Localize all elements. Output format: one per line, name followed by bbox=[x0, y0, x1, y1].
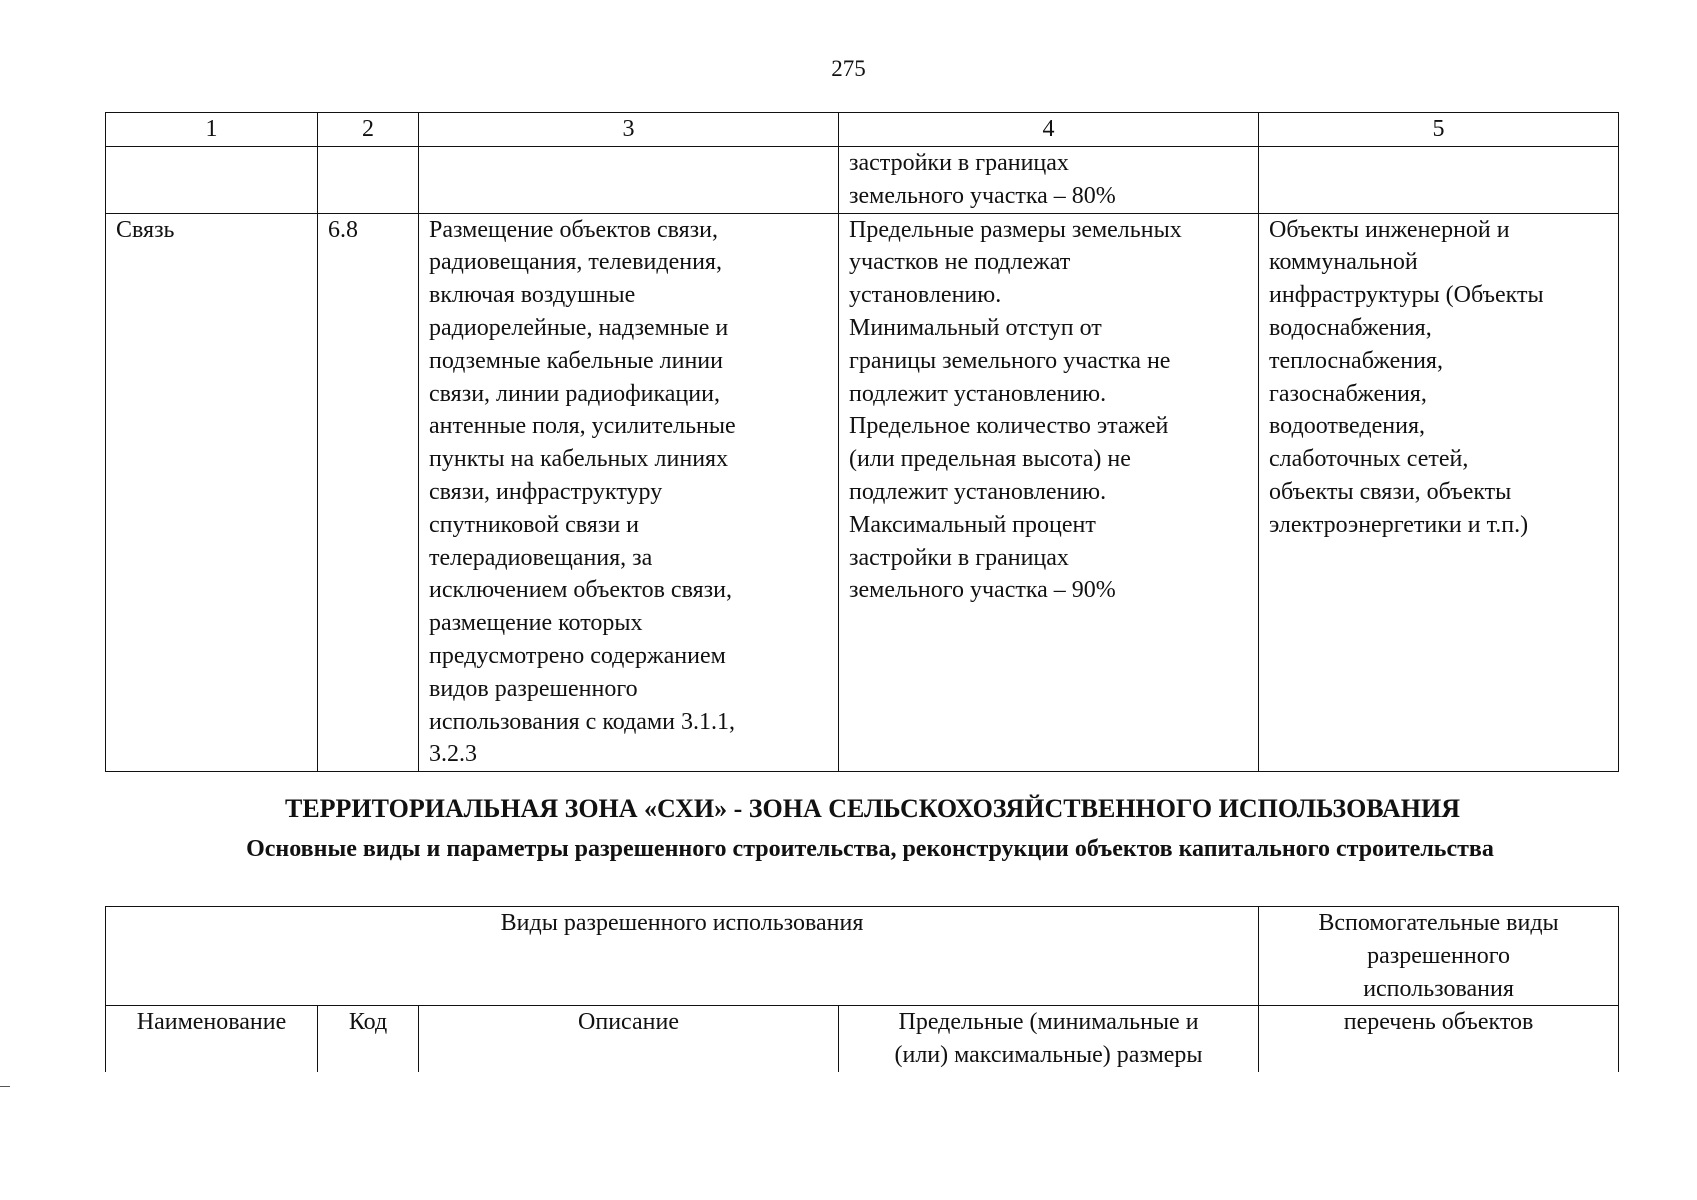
permitted-uses-header: Виды разрешенного использования bbox=[106, 907, 1259, 1006]
column-header-description: Описание bbox=[419, 1006, 839, 1073]
table-row bbox=[106, 213, 1619, 772]
table-row-continuation bbox=[106, 147, 1619, 214]
continuation-cell-name bbox=[106, 147, 318, 214]
header-cell-4: 4 bbox=[839, 113, 1259, 147]
margin-tick-mark bbox=[0, 1086, 10, 1087]
use-description-cell: Размещение объектов связи, радиовещания, телевидения, включая воздушные радиорелейные, надземные и подземные кабельные линии связи, линии радиофикации, антенные поля, усилительные пункты на кабельных линиях связи, инфраструктуру спутниковой связи и телерадиовещания, за исключением объектов связи, размещение которых предусмотрено содержанием видов разрешенного использования с кодами 3.1.1, 3.2.3 bbox=[419, 213, 839, 772]
bottom-table bbox=[105, 906, 1619, 1072]
zone-title: ТЕРРИТОРИАЛЬНАЯ ЗОНА «СХИ» - ЗОНА СЕЛЬСКОХОЗЯЙСТВЕННОГО ИСПОЛЬЗОВАНИЯ bbox=[284, 794, 1460, 823]
table-group-header-row bbox=[106, 907, 1619, 1006]
use-code-cell: 6.8 bbox=[318, 213, 419, 772]
header-cell-3: 3 bbox=[419, 113, 839, 147]
table-column-header-row bbox=[106, 1006, 1619, 1073]
header-cell-2: 2 bbox=[318, 113, 419, 147]
header-cell-1: 1 bbox=[106, 113, 318, 147]
column-header-code: Код bbox=[318, 1006, 419, 1073]
continuation-cell-parameters: застройки в границах земельного участка – 80% bbox=[839, 147, 1259, 214]
continuation-cell-description bbox=[419, 147, 839, 214]
zone-subtitle: Основные виды и параметры разрешенного строительства, реконструкции объектов капитального строительства bbox=[246, 836, 1494, 862]
header-cell-5: 5 bbox=[1259, 113, 1619, 147]
continuation-cell-code bbox=[318, 147, 419, 214]
use-auxiliary-cell: Объекты инженерной и коммунальной инфраструктуры (Объекты водоснабжения, теплоснабжения, газоснабжения, водоотведения, слаботочных сетей, объекты связи, объекты электроэнергетики и т.п.) bbox=[1259, 213, 1619, 772]
auxiliary-uses-header: Вспомогательные виды разрешенного использования bbox=[1259, 907, 1619, 1006]
column-header-parameters: Предельные (минимальные и (или) максимальные) размеры bbox=[839, 1006, 1259, 1073]
use-parameters-cell: Предельные размеры земельных участков не подлежат установлению. Минимальный отступ от границы земельного участка не подлежит установлению. Предельное количество этажей (или предельная высота) не подлежит установлению. Максимальный процент застройки в границах земельного участка – 90% bbox=[839, 213, 1259, 772]
page-number: 275 bbox=[831, 56, 866, 81]
column-header-name: Наименование bbox=[106, 1006, 318, 1073]
use-name-cell: Связь bbox=[106, 213, 318, 772]
top-table bbox=[105, 112, 1619, 772]
page-bottom-margin bbox=[0, 1072, 1697, 1200]
column-header-aux-list: перечень объектов bbox=[1259, 1006, 1619, 1073]
continuation-cell-auxiliary bbox=[1259, 147, 1619, 214]
table-header-row bbox=[106, 113, 1619, 147]
